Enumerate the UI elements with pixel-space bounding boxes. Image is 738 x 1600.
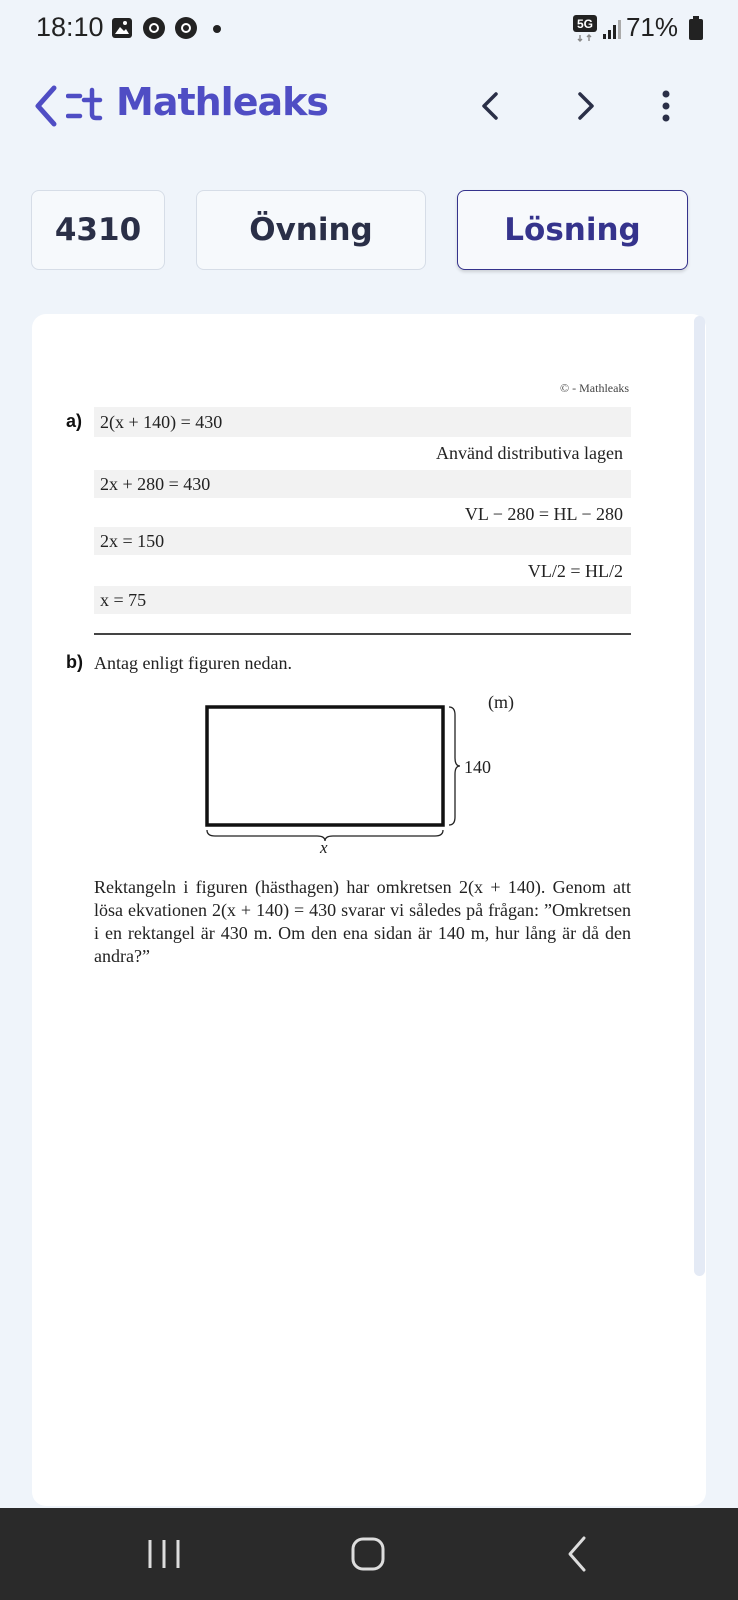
tab-solution[interactable]: Lösning: [457, 190, 688, 270]
explanation-text: Rektangeln i figuren (hästhagen) har omkretsen 2(x + 140). Genom att lösa ekvationen 2(x + 140) = 430 svarar vi således på frågan: ”Omkretsen i en rektangel är 430 m. Om den ena sidan är 140 m, hur lång är då den andra?”: [94, 877, 631, 966]
chrome-icon: [142, 16, 166, 40]
battery-icon: [688, 15, 704, 41]
battery-percent: 71%: [625, 12, 678, 42]
bottom-label: x: [320, 838, 328, 857]
more-options-icon[interactable]: [648, 88, 684, 124]
next-icon[interactable]: [566, 88, 602, 124]
tab-exercise[interactable]: Övning: [196, 190, 426, 270]
unit-label: (m): [488, 692, 514, 712]
network-5g-icon: [572, 14, 598, 42]
notification-dot-icon: [212, 24, 222, 34]
step-row: 2x = 150: [94, 527, 631, 555]
home-icon[interactable]: [346, 1532, 390, 1576]
back-arrow-icon[interactable]: [30, 82, 60, 130]
app-bar: [0, 70, 738, 142]
step-row: 2(x + 140) = 430: [94, 407, 631, 437]
previous-icon[interactable]: [474, 88, 510, 124]
exercise-number-tab[interactable]: 4310: [31, 190, 165, 270]
network-label: 5G: [576, 17, 594, 31]
back-nav-icon[interactable]: [556, 1532, 600, 1576]
side-brace: [449, 707, 460, 825]
mathleaks-logo-icon: [66, 84, 106, 128]
divider: [94, 633, 631, 635]
step-hint: VL − 280 = HL − 280: [464, 504, 623, 524]
recent-apps-icon[interactable]: [142, 1532, 186, 1576]
figure-rectangle: [207, 707, 443, 825]
step-row: 2x + 280 = 430: [94, 470, 631, 498]
rectangle-figure: [190, 690, 530, 860]
part-a-label: a): [66, 411, 83, 431]
part-b-intro: Antag enligt figuren nedan.: [94, 653, 292, 673]
scrollbar[interactable]: [694, 316, 705, 1276]
status-bar: [0, 0, 738, 56]
brand-name: Mathleaks: [116, 80, 329, 124]
step-hint: VL/2 = HL/2: [527, 561, 623, 581]
step-hint: Använd distributiva lagen: [436, 443, 623, 463]
part-b-label: b): [66, 652, 83, 672]
step-row: x = 75: [94, 586, 631, 614]
chrome-icon-2: [174, 16, 198, 40]
status-time: 18:10: [36, 12, 104, 42]
copyright-text: © - Mathleaks: [560, 381, 630, 395]
signal-icon: [602, 18, 624, 40]
side-label: 140: [464, 757, 491, 777]
gallery-icon: [110, 16, 134, 40]
system-nav-bar: [0, 1508, 738, 1600]
